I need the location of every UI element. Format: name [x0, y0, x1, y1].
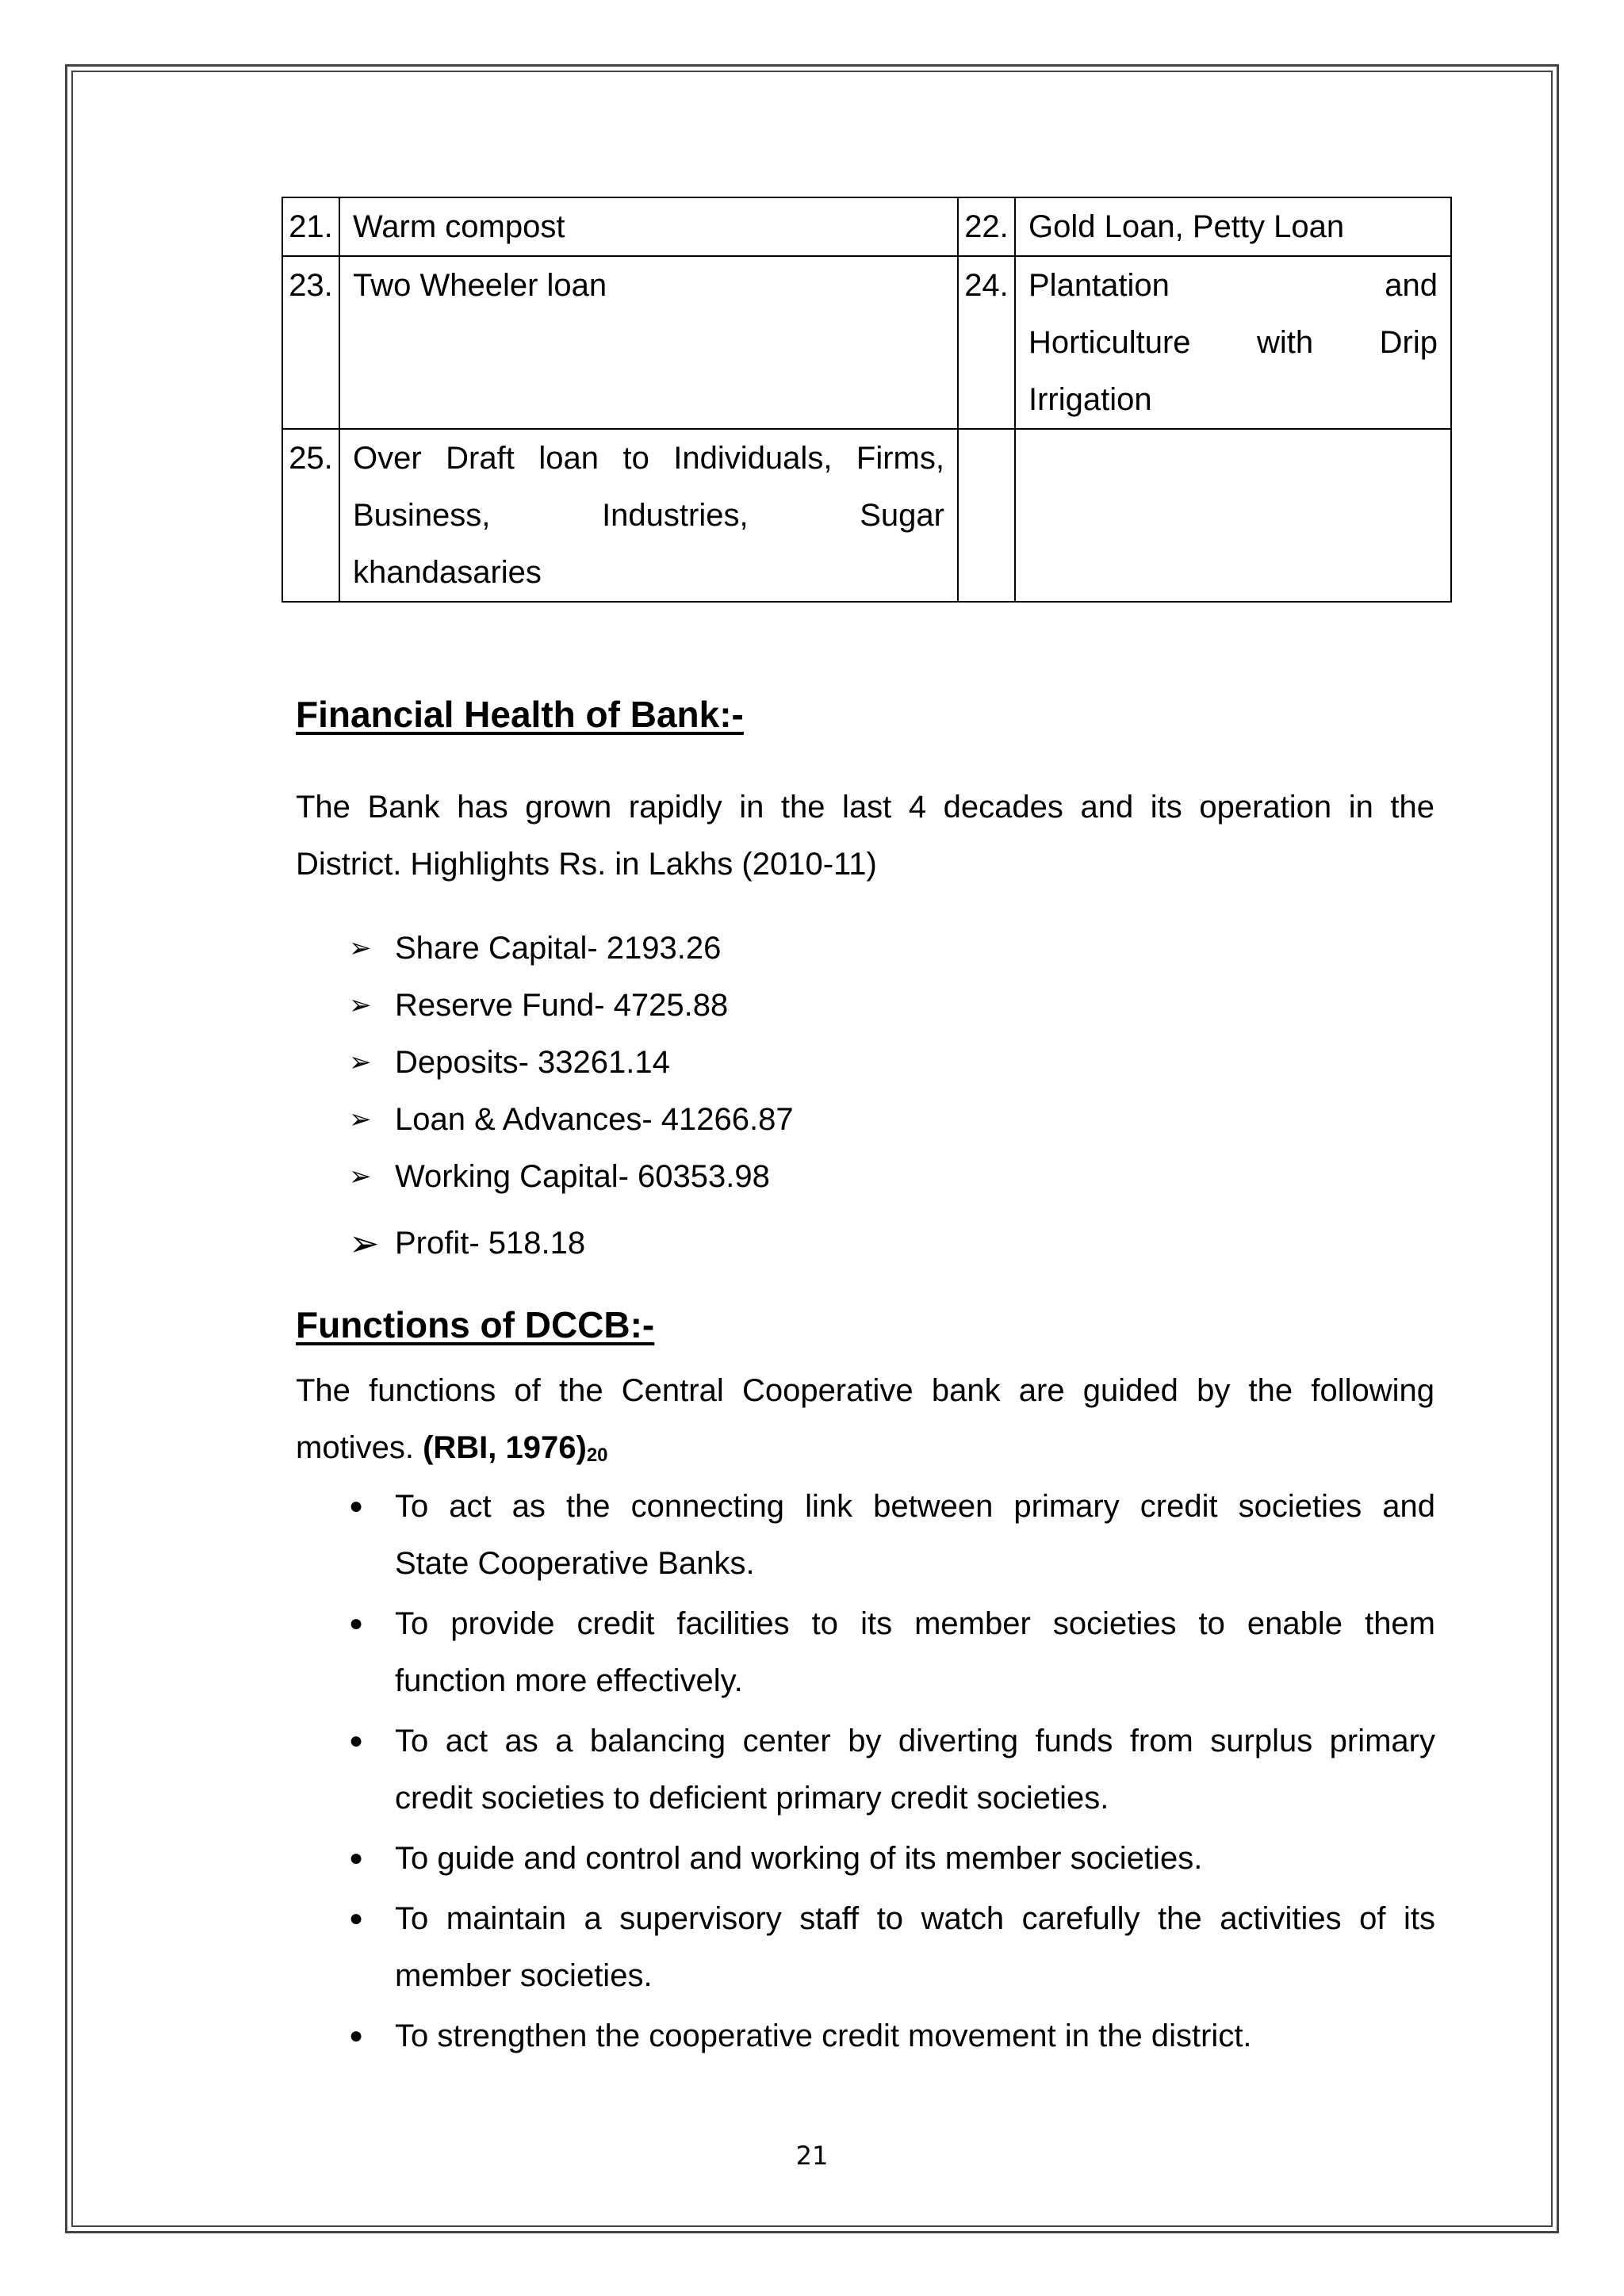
item-line: To maintain a supervisory staff to watch carefully the activities of its: [395, 1901, 1435, 1936]
highlight-text: Share Capital- 2193.26: [395, 931, 722, 966]
citation: [423, 1430, 607, 1465]
list-item: [349, 977, 794, 1034]
financial-health-heading: Financial Health of Bank:-: [296, 694, 744, 735]
highlight-text: Reserve Fund- 4725.88: [395, 988, 729, 1023]
table-row: [282, 429, 1451, 602]
arrow-bullet-icon: ➢: [349, 933, 372, 963]
paragraph-line: The Bank has grown rapidly in the last 4 decades and its operation in the: [296, 790, 1434, 825]
functions-intro-paragraph: [296, 1362, 1434, 1484]
citation-text: (RBI, 1976): [423, 1430, 587, 1465]
row-number: [958, 429, 1015, 602]
list-item: [349, 1712, 1435, 1827]
loan-scheme-cell: [1015, 429, 1451, 602]
cell-line: Over Draft loan to Individuals, Firms,: [353, 441, 944, 476]
row-number: 22.: [958, 197, 1015, 256]
table-row: [282, 197, 1451, 256]
bullet-icon: ●: [349, 1845, 364, 1871]
cell-line: Irrigation: [1028, 382, 1152, 417]
row-number: 21.: [282, 197, 339, 256]
loan-schemes-table: [282, 197, 1452, 603]
item-line: function more effectively.: [395, 1663, 743, 1698]
highlight-text: Loan & Advances- 41266.87: [395, 1102, 794, 1137]
arrow-bullet-icon: ➢: [349, 1223, 380, 1264]
citation-reference-number: 20: [586, 1445, 608, 1466]
item-line: To act as a balancing center by diverting funds from surplus primary: [395, 1724, 1435, 1758]
loan-scheme-cell: Two Wheeler loan: [339, 256, 958, 429]
page-number: 21: [795, 2141, 829, 2171]
row-number: 25.: [282, 429, 339, 602]
bullet-icon: ●: [349, 1610, 364, 1636]
loan-scheme-cell: [1015, 256, 1451, 429]
functions-heading: Functions of DCCB:-: [296, 1304, 655, 1345]
paragraph-line: District. Highlights Rs. in Lakhs (2010-11): [296, 847, 877, 882]
item-line: member societies.: [395, 1958, 653, 1993]
item-line: credit societies to deficient primary credit societies.: [395, 1781, 1109, 1816]
loan-scheme-cell: Warm compost: [339, 197, 958, 256]
arrow-bullet-icon: ➢: [349, 1104, 372, 1135]
cell-line: Plantation and: [1028, 268, 1438, 303]
list-item: [349, 1148, 794, 1205]
row-number: 24.: [958, 256, 1015, 429]
list-item: [349, 1595, 1435, 1709]
cell-line: khandasaries: [353, 555, 542, 590]
highlight-text: Working Capital- 60353.98: [395, 1159, 770, 1194]
paragraph-line: [296, 1430, 608, 1465]
item-line: State Cooperative Banks.: [395, 1546, 755, 1581]
functions-list: [349, 1478, 1435, 2068]
highlight-text: Deposits- 33261.14: [395, 1045, 670, 1080]
item-line: To strengthen the cooperative credit movement in the district.: [395, 2019, 1252, 2053]
bullet-icon: ●: [349, 1905, 364, 1931]
row-number: 23.: [282, 256, 339, 429]
bullet-icon: ●: [349, 1493, 364, 1519]
list-item: [349, 1091, 794, 1148]
list-item: [349, 2007, 1435, 2064]
list-item: [349, 1890, 1435, 2004]
arrow-bullet-icon: ➢: [349, 1047, 372, 1077]
list-item: [349, 1034, 794, 1091]
item-line: To guide and control and working of its member societies.: [395, 1841, 1203, 1876]
list-item: [349, 1830, 1435, 1887]
arrow-bullet-icon: ➢: [349, 1161, 372, 1192]
list-item: [349, 1478, 1435, 1592]
paragraph-line: The functions of the Central Cooperative bank are guided by the following: [296, 1373, 1434, 1408]
item-line: To act as the connecting link between primary credit societies and: [395, 1489, 1435, 1524]
financial-highlights-list: [349, 920, 794, 1275]
arrow-bullet-icon: ➢: [349, 990, 372, 1020]
item-line: To provide credit facilities to its member societies to enable them: [395, 1606, 1435, 1641]
bullet-icon: ●: [349, 1728, 364, 1754]
loan-scheme-cell: Gold Loan, Petty Loan: [1015, 197, 1451, 256]
table-row: [282, 256, 1451, 429]
highlight-text: Profit- 518.18: [395, 1226, 586, 1261]
loan-scheme-cell: [339, 429, 958, 602]
list-item: [349, 1205, 794, 1275]
cell-line: Horticulture with Drip: [1028, 325, 1438, 360]
cell-line: Business, Industries, Sugar: [353, 498, 944, 533]
paragraph-text: motives.: [296, 1430, 414, 1465]
list-item: [349, 920, 794, 977]
bullet-icon: ●: [349, 2022, 364, 2049]
financial-intro-paragraph: [296, 779, 1434, 893]
